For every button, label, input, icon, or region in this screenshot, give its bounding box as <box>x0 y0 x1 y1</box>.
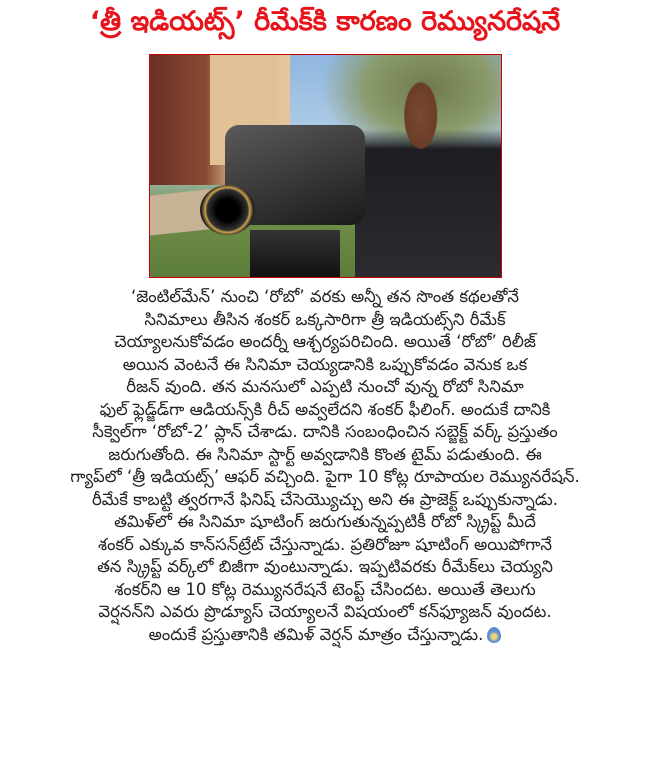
body-line: రీమేకే కాబట్టి త్వరగానే ఫినిష్ చేసెయ్యొచ్చు అని ఈ ప్రాజెక్ట్ ఒప్పుకున్నాడు. <box>91 489 559 509</box>
body-line: అయిన వెంటనే ఈ సినిమా చెయ్యడానికి ఒప్పుకోవడం వెనుక ఒక <box>122 354 528 374</box>
photo-person <box>355 80 501 277</box>
body-last-line <box>0 624 650 647</box>
body-line: శంకర్ ఎక్కువ కాన్‌సన్‌ట్రేట్ చేస్తున్నాడు. ప్రతిరోజూ షూటింగ్ అయిపోగానే <box>98 534 552 554</box>
article-body <box>0 286 650 646</box>
body-line: అందుకే ప్రస్తుతానికి తమిళ్ వెర్షన్ మాత్రం చేస్తున్నాడు. <box>148 624 484 644</box>
end-mark-icon <box>487 627 501 643</box>
photo-camera-lens <box>200 185 255 235</box>
body-line: రీజన్ వుంది. తన మనసులో ఎప్పటి నుంచో వున్న రోబో సినిమా <box>126 377 524 396</box>
body-line: ‘జెంటిల్‌మేన్’ నుంచి ‘రోబో’ వరకు అన్నీ తన సొంత కథలతోనే <box>130 287 520 306</box>
body-line: సీక్వెల్‌గా ‘రోబో-2’ ప్లాన్ చేశాడు. దానికి సంబంధించిన సబ్జెక్ట్ వర్క్ ప్రస్తుతం <box>92 422 558 441</box>
body-line: సినిమాలు తీసిన శంకర్ ఒక్కసారిగా త్రీ ఇడియట్స్‌ని రీమేక్ <box>144 309 506 329</box>
body-line: జరుగుతోంది. ఈ సినిమా స్టార్ట్ అవ్వడానికి కొంత టైమ్ పడుతుంది. ఈ <box>108 444 542 464</box>
article-photo <box>149 54 502 278</box>
body-line: ఫుల్ ఫ్లెడ్జ్‌డ్‌గా ఆడియన్స్‌కి రీచ్ అవ్వలేదని శంకర్ ఫీలింగ్. అందుకే దానికి <box>99 399 551 419</box>
body-line: వెర్షనన్‌ని ఎవరు ప్రొడ్యూస్ చెయ్యాలనే విషయంలో కన్‌ఫ్యూజన్ వుందట. <box>98 602 552 621</box>
photo-tripod <box>250 230 340 277</box>
body-line: గ్యాప్‌లో ‘త్రీ ఇడియట్స్’ ఆఫర్ వచ్చింది. పైగా 10 కోట్ల రూపాయల రెమ్యునరేషన్. <box>70 467 580 486</box>
body-line: చెయ్యాలనుకోవడం అందర్నీ ఆశ్చర్యపరిచింది. అయితే ‘రోబో’ రిలీజ్ <box>114 332 536 351</box>
article-title: ‘త్రీ ఇడియట్స్’ రీమేక్‌కి కారణం రెమ్యునరేషనే <box>89 6 561 37</box>
body-line: తమిళ్‌లో ఈ సినిమా షూటింగ్ జరుగుతున్నప్పటికీ రోబో స్క్రిప్ట్ మీదే <box>114 512 536 531</box>
body-line: తన స్క్రిప్ట్ వర్క్‌లో బిజీగా వుంటున్నాడు. ఇప్పటివరకు రీమేక్‌లు చెయ్యని <box>97 557 553 576</box>
body-line: శంకర్‌ని ఆ 10 కోట్ల రెమ్యునరేషనే టెంప్ట్ చేసిందట. అయితే తెలుగు <box>114 579 536 599</box>
